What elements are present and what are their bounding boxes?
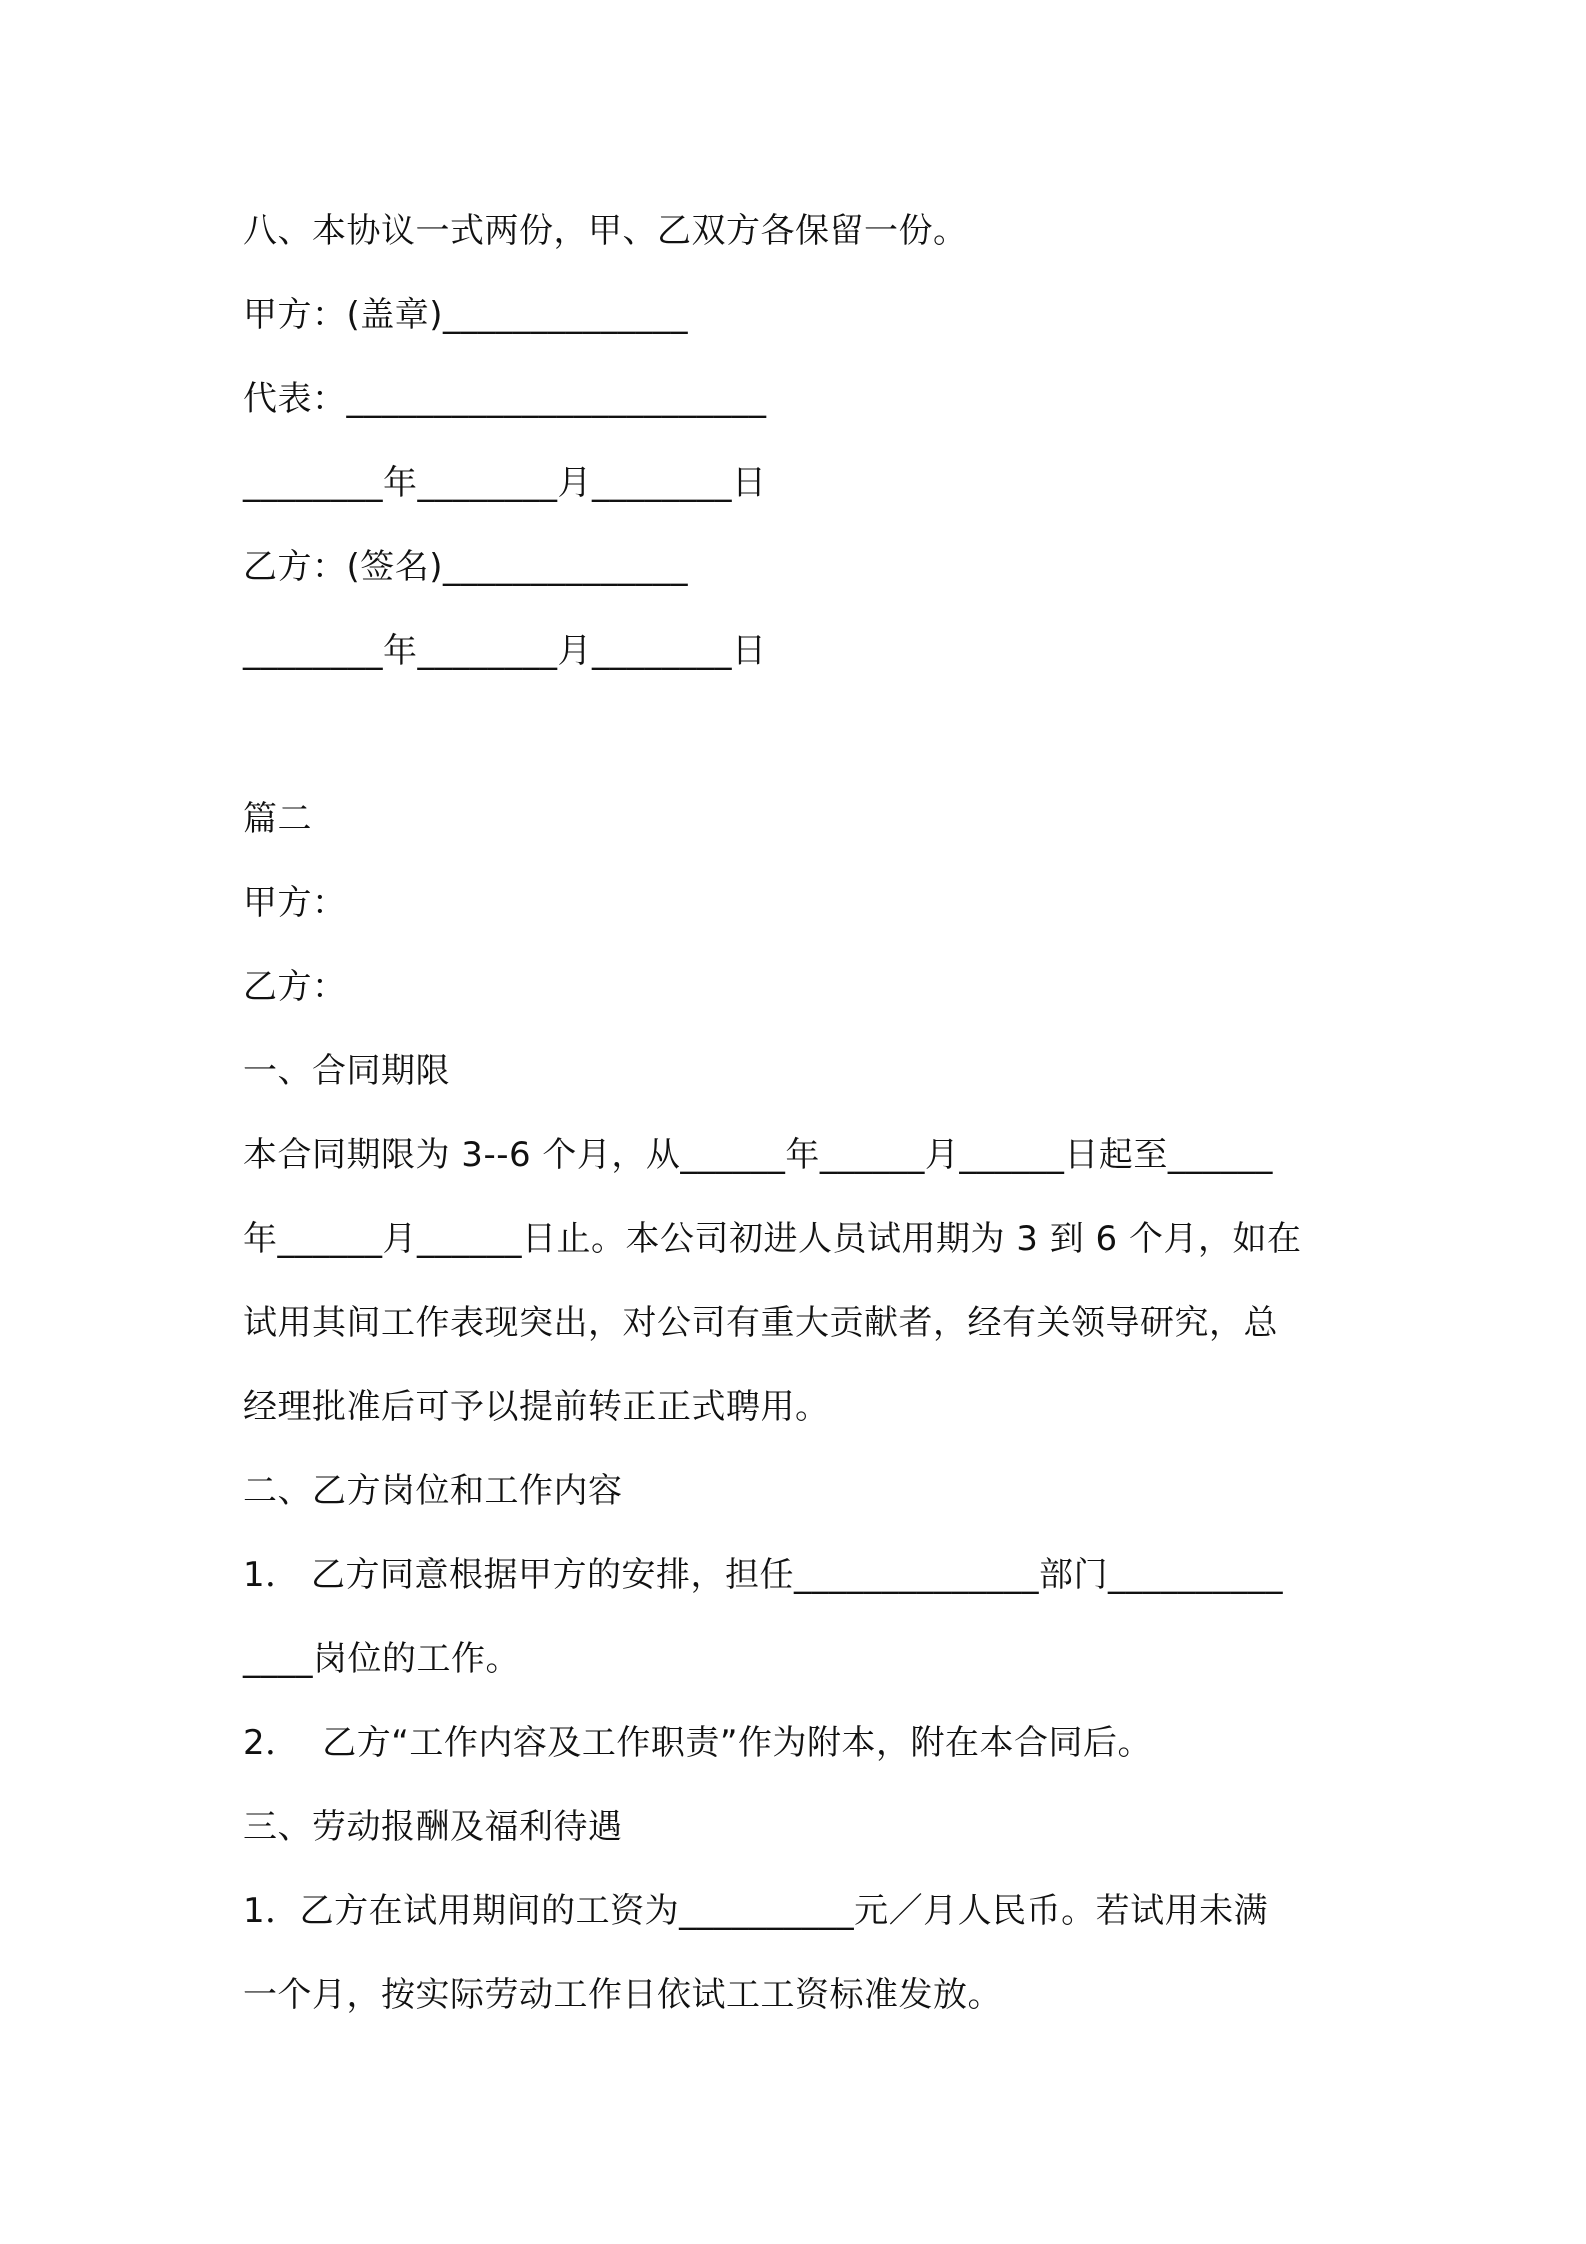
date-line: ________年________月________日	[243, 631, 767, 671]
clause-8-text: 八、本协议一式两份，甲、乙双方各保留一份。	[243, 211, 968, 251]
date-line: ________年________月________日	[243, 463, 767, 503]
heading-salary: 三、劳动报酬及福利待遇	[243, 1807, 623, 1847]
heading-contract-term: 一、合同期限	[243, 1051, 450, 1091]
party-b-label: 乙方：	[243, 967, 347, 1007]
paragraph-line: 本合同期限为 3--6 个月，从______年______月______日起至______	[243, 1135, 1273, 1175]
paragraph-line: 1． 乙方同意根据甲方的安排，担任______________部门__________	[243, 1555, 1283, 1595]
paragraph-line: ____岗位的工作。	[243, 1639, 520, 1679]
section-title: 篇二	[243, 799, 312, 839]
party-a-seal-line: 甲方：(盖章)______________	[243, 295, 689, 335]
paragraph-line: 一个月，按实际劳动工作日依试工工资标准发放。	[243, 1975, 1002, 2015]
representative-line: 代表：________________________	[243, 379, 767, 419]
paragraph-line: 经理批准后可予以提前转正正式聘用。	[243, 1387, 830, 1427]
heading-position: 二、乙方岗位和工作内容	[243, 1471, 623, 1511]
paragraph-line: 1．乙方在试用期间的工资为__________元／月人民币。若试用未满	[243, 1891, 1269, 1931]
paragraph-line: 2． 乙方“工作内容及工作职责”作为附本，附在本合同后。	[243, 1723, 1152, 1763]
party-b-signature-line: 乙方：(签名)______________	[243, 547, 689, 587]
paragraph-line: 试用其间工作表现突出，对公司有重大贡献者，经有关领导研究，总	[243, 1303, 1278, 1343]
party-a-label: 甲方：	[243, 883, 347, 923]
paragraph-line: 年______月______日止。本公司初进人员试用期为 3 到 6 个月，如在	[243, 1219, 1302, 1259]
